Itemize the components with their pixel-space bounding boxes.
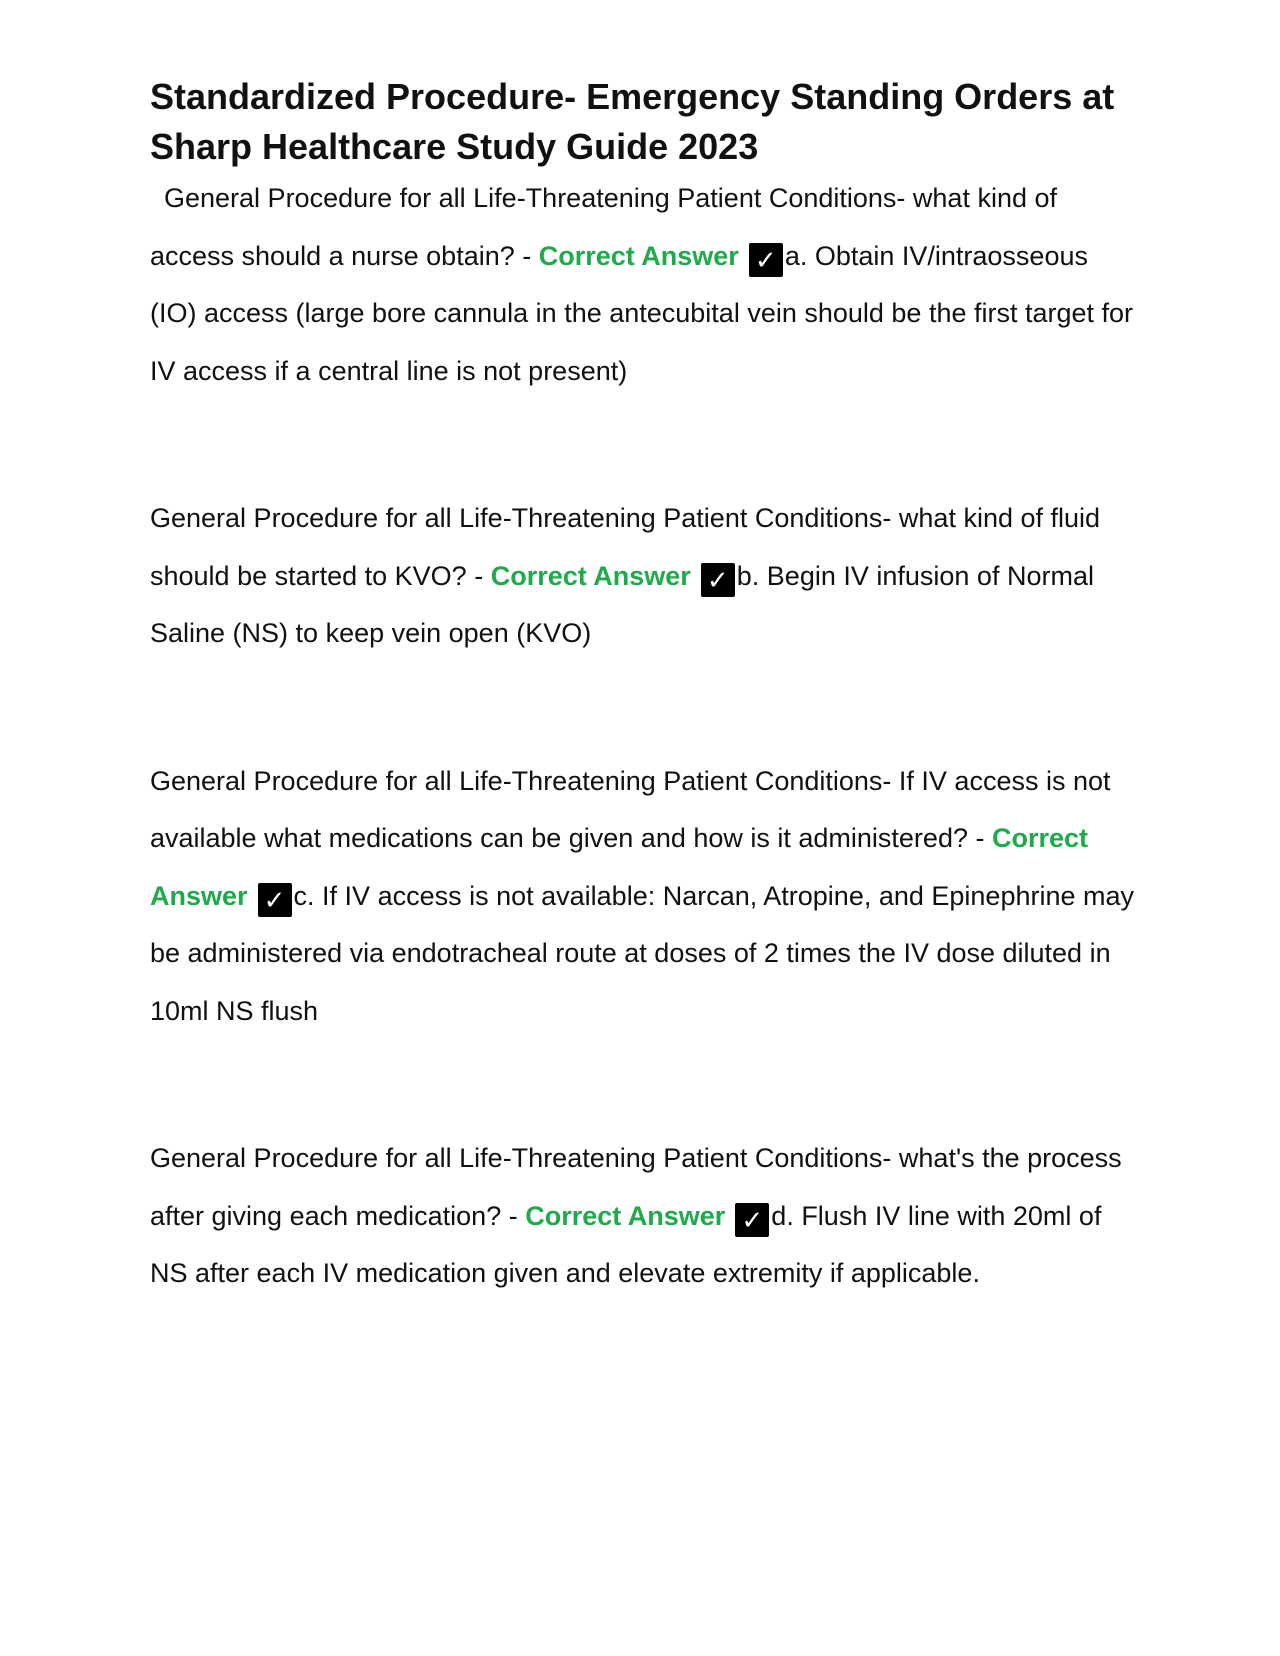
correct-answer-label: Correct Answer <box>150 823 1089 911</box>
checkmark-icon: ✓ <box>701 563 735 597</box>
qa-item <box>150 1130 1140 1303</box>
question-text: General Procedure for all Life-Threatening Patient Conditions- what kind of fluid should be started to KVO? - <box>150 503 1101 591</box>
answer-text: a. Obtain IV/intraosseous (IO) access (large bore cannula in the antecubital vein should be the first target for IV access if a central line is not present) <box>150 240 1134 386</box>
answer-text: d. Flush IV line with 20ml of NS after each IV medication given and elevate extremity if applicable. <box>150 1200 1102 1288</box>
qa-item <box>150 170 1140 400</box>
checkmark-icon: ✓ <box>735 1203 769 1237</box>
answer-text: b. Begin IV infusion of Normal Saline (NS) to keep vein open (KVO) <box>150 560 1094 648</box>
document-title: Standardized Procedure- Emergency Standing Orders at Sharp Healthcare Study Guide 2023 <box>150 76 1115 167</box>
qa-item <box>150 753 1140 1041</box>
correct-answer-label: Correct Answer <box>525 1200 726 1231</box>
question-text: General Procedure for all Life-Threatening Patient Conditions- what's the process after giving each medication? - <box>150 1143 1122 1231</box>
qa-item <box>150 490 1140 663</box>
answer-text: c. If IV access is not available: Narcan, Atropine, and Epinephrine may be administered via endotracheal route at doses of 2 times the IV dose diluted in 10ml NS flush <box>150 880 1135 1026</box>
correct-answer-label: Correct Answer <box>538 240 739 271</box>
document-content <box>150 72 1140 1303</box>
correct-answer-label: Correct Answer <box>490 560 691 591</box>
question-text: General Procedure for all Life-Threatening Patient Conditions- what kind of access should a nurse obtain? - <box>150 183 1057 271</box>
question-text: General Procedure for all Life-Threatening Patient Conditions- If IV access is not available what medications can be given and how is it administered? - <box>150 765 1111 853</box>
checkmark-icon: ✓ <box>258 883 292 917</box>
checkmark-icon: ✓ <box>749 243 783 277</box>
